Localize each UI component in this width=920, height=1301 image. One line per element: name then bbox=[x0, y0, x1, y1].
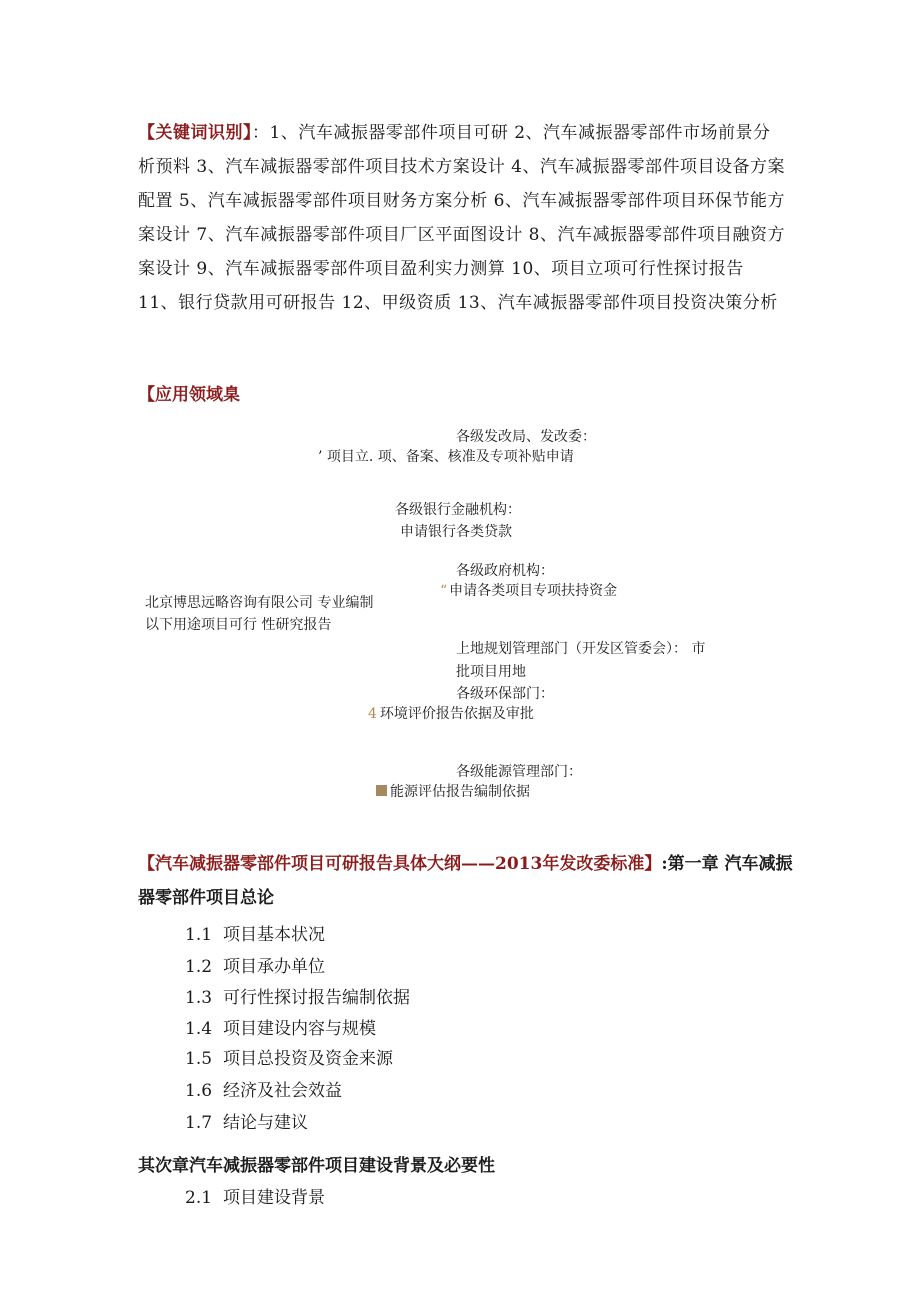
toc-item: 1.4 项目建设内容与规模 bbox=[185, 1019, 376, 1039]
toc-item: 1.7 结论与建议 bbox=[185, 1113, 308, 1133]
toc-item: 1.1 项目基本状况 bbox=[185, 925, 325, 945]
app-org-2: 各级银行金融机构： bbox=[395, 502, 521, 518]
outline-heading bbox=[138, 847, 798, 915]
apostrophe-icon: ’ bbox=[318, 449, 323, 465]
quote-icon: “ bbox=[440, 583, 448, 599]
app-use-3: “ 申请各类项目专项扶持资金 bbox=[440, 583, 618, 599]
app-org-5: 各级环保部门： bbox=[456, 686, 554, 702]
outline-heading-red: 【汽车减振器零部件项目可研报告具体大纲——2013年发改委标准】 bbox=[138, 854, 662, 874]
app-org-3: 各级政府机构： bbox=[456, 563, 554, 579]
toc-item: 1.3 可行性探讨报告编制依据 bbox=[185, 988, 410, 1008]
outline-heading-suffix: :第一章 汽车减振器零部件项目总论 bbox=[138, 854, 793, 908]
app-use-6: 能源评估报告编制依据 bbox=[376, 782, 530, 802]
bullet-four-icon: 4 bbox=[368, 706, 377, 722]
app-use-2: 申请银行各类贷款 bbox=[400, 524, 512, 540]
toc-item: 2.1 项目建设背景 bbox=[185, 1188, 325, 1208]
app-use-1: ’ 项目立. 项、备案、核准及专项补贴申请 bbox=[318, 449, 574, 465]
app-use-4: 批项目用地 bbox=[456, 664, 526, 680]
toc-item: 1.5 项目总投资及资金来源 bbox=[185, 1049, 393, 1069]
app-org-1: 各级发改局、发改委： bbox=[456, 429, 596, 445]
app-org-6: 各级能源管理部门： bbox=[456, 764, 582, 780]
keywords-text: ：1、汽车减振器零部件项目可研 2、汽车减振器零部件市场前景分析预料 3、汽车减振器零部件项目技术方案设计 4、汽车减振器零部件项目设备方案配置 5、汽车减振器零部件项目财务方案分析 6、汽车减振器零部件项目环保节能方案设计 7、汽车减振器零部件项目厂区平面图设计 8、汽车减振器零部件项目融资方案设计 9、汽车减振器零部件项目盈利实力测算 10、项目立项可行性探讨报告 11、银行贷款用可研报告 12、甲级资质 13、汽车减振器零部件项目投资决策分析 bbox=[138, 123, 785, 313]
application-heading: 【应用领域臬 bbox=[138, 385, 240, 405]
keywords-paragraph bbox=[138, 116, 788, 320]
app-use-5: 4 环境评价报告依据及审批 bbox=[368, 706, 534, 722]
company-description: 北京博思远略咨询有限公司 专业编制以下用途项目可行 性研究报告 bbox=[145, 595, 374, 633]
toc-item: 1.6 经济及社会效益 bbox=[185, 1081, 342, 1101]
toc-item: 1.2 项目承办单位 bbox=[185, 957, 325, 977]
square-bullet-icon bbox=[376, 785, 387, 796]
chapter2-title: 其次章汽车减振器零部件项目建设背景及必要性 bbox=[138, 1156, 495, 1176]
keywords-label: 【关键词识别】 bbox=[138, 123, 252, 143]
app-org-4: 上地规划管理部门（开发区管委会）： 市 bbox=[456, 641, 706, 657]
